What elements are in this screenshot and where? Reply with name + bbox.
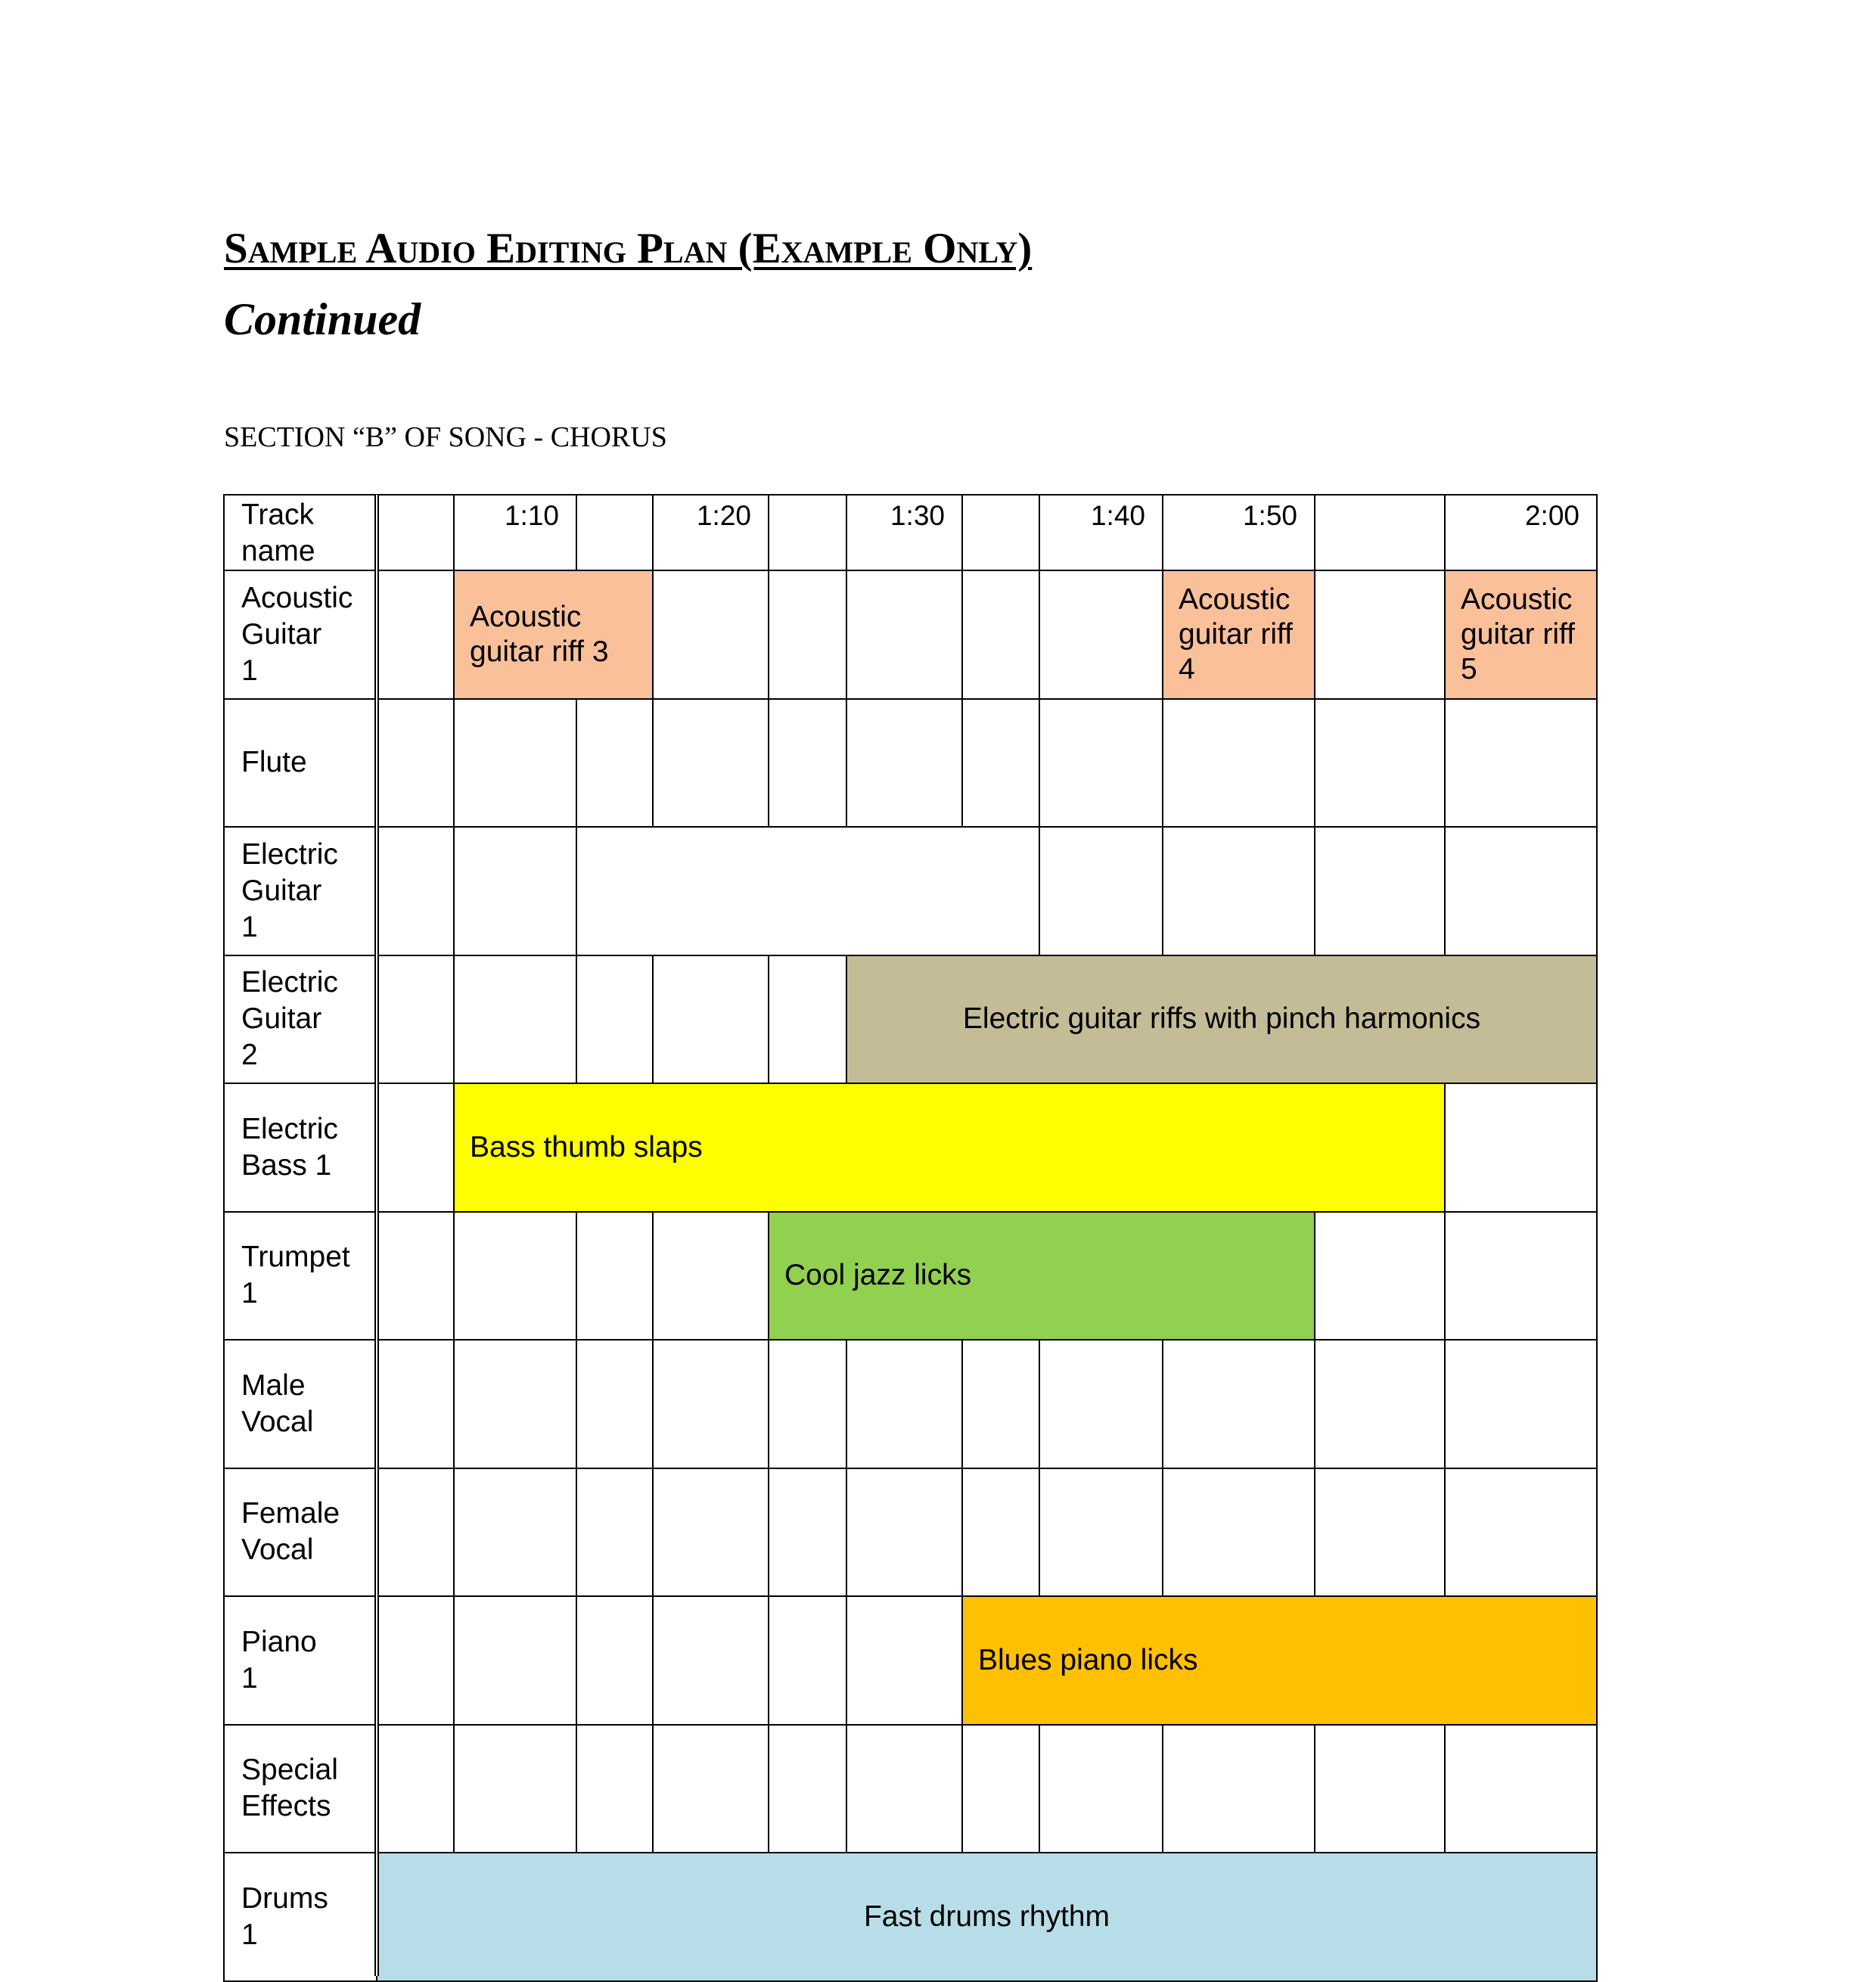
timeline-cell[interactable]: [576, 1468, 654, 1598]
header-time-cell: [1444, 494, 1598, 571]
editing-plan-table: [224, 495, 1717, 1976]
timeline-cell[interactable]: [1314, 1211, 1446, 1341]
timeline-cell[interactable]: [1444, 1724, 1598, 1854]
audio-clip[interactable]: [1162, 570, 1315, 700]
header-time-cell: [1039, 494, 1163, 571]
track-name-cell: [223, 1339, 377, 1469]
track-name-text: Acoustic Guitar 1: [241, 581, 353, 687]
track-name-text: Piano 1: [241, 1625, 317, 1695]
timeline-cell[interactable]: [846, 698, 963, 828]
timeline-cell[interactable]: [376, 1595, 455, 1726]
timeline-cell[interactable]: [376, 1339, 455, 1469]
timeline-cell[interactable]: [576, 1211, 654, 1341]
time-marker-label: 1:20: [696, 500, 751, 531]
timeline-cell[interactable]: [846, 1724, 963, 1854]
track-name-text: Electric Guitar 1: [241, 837, 338, 943]
audio-clip-label: Acoustic guitar riff 3: [470, 600, 609, 668]
header-time-cell: [576, 494, 654, 571]
timeline-cell[interactable]: [652, 955, 769, 1085]
track-name-text: Electric Bass 1: [241, 1112, 338, 1182]
timeline-cell[interactable]: [652, 570, 769, 700]
timeline-cell[interactable]: [1162, 826, 1315, 956]
timeline-cell[interactable]: [576, 1595, 654, 1726]
timeline-cell-merged[interactable]: [576, 826, 1040, 956]
audio-clip-label: Electric guitar riffs with pinch harmonics: [962, 1002, 1481, 1036]
timeline-cell[interactable]: [376, 570, 455, 700]
track-name-label: [241, 744, 371, 781]
track-name-cell: [223, 1852, 377, 1982]
timeline-cell[interactable]: [768, 1339, 847, 1469]
timeline-cell[interactable]: [1314, 1468, 1446, 1598]
timeline-cell[interactable]: [961, 698, 1040, 828]
timeline-cell[interactable]: [376, 1083, 455, 1213]
timeline-cell[interactable]: [846, 1468, 963, 1598]
audio-clip[interactable]: [376, 1852, 1598, 1982]
audio-clip[interactable]: [453, 570, 654, 700]
timeline-cell[interactable]: [1162, 1468, 1315, 1598]
track-name-text: Drums 1: [241, 1881, 328, 1951]
track-name-cell: [223, 955, 377, 1085]
timeline-cell[interactable]: [652, 1468, 769, 1598]
audio-clip[interactable]: [961, 1595, 1598, 1726]
audio-clip[interactable]: [453, 1083, 1446, 1213]
timeline-cell[interactable]: [1444, 1211, 1598, 1341]
header-time-cell: [846, 494, 963, 571]
track-name-label: [241, 837, 371, 946]
timeline-cell[interactable]: [376, 955, 455, 1085]
timeline-cell[interactable]: [1039, 698, 1163, 828]
timeline-cell[interactable]: [652, 1211, 769, 1341]
timeline-cell[interactable]: [376, 698, 455, 828]
timeline-cell[interactable]: [576, 1724, 654, 1854]
timeline-cell[interactable]: [768, 955, 847, 1085]
page-subtitle: Continued: [224, 294, 421, 344]
timeline-cell[interactable]: [453, 826, 577, 956]
header-track-name-label: [241, 497, 332, 570]
header-time-cell: [376, 494, 455, 571]
header-time-cell: [1162, 494, 1315, 571]
header-time-cell: [1314, 494, 1446, 571]
timeline-cell[interactable]: [768, 1724, 847, 1854]
track-name-label: [241, 1239, 371, 1312]
section-heading: SECTION “B” OF SONG - CHORUS: [224, 421, 667, 453]
timeline-cell[interactable]: [768, 570, 847, 700]
track-name-text: Flute: [241, 746, 307, 779]
timeline-cell[interactable]: [1444, 698, 1598, 828]
timeline-cell[interactable]: [1162, 698, 1315, 828]
timeline-cell[interactable]: [652, 1724, 769, 1854]
audio-clip[interactable]: [768, 1211, 1315, 1341]
timeline-cell[interactable]: [652, 1595, 769, 1726]
timeline-cell[interactable]: [1162, 1724, 1315, 1854]
track-name-cell: [223, 1211, 377, 1341]
timeline-cell[interactable]: [1314, 1339, 1446, 1469]
track-name-label: [241, 1496, 371, 1568]
audio-clip-label: Bass thumb slaps: [470, 1130, 703, 1163]
timeline-cell[interactable]: [453, 1595, 577, 1726]
timeline-cell[interactable]: [846, 570, 963, 700]
track-name-cell: [223, 1083, 377, 1213]
audio-clip-label: Blues piano licks: [978, 1643, 1198, 1676]
timeline-cell[interactable]: [376, 826, 455, 956]
timeline-cell[interactable]: [1444, 1339, 1598, 1469]
time-marker-label: 2:00: [1524, 500, 1579, 531]
timeline-cell[interactable]: [1039, 826, 1163, 956]
track-name-text: Male Vocal: [241, 1368, 314, 1438]
timeline-cell[interactable]: [846, 1595, 963, 1726]
audio-clip-label: Acoustic guitar riff 4: [1179, 582, 1294, 685]
timeline-cell[interactable]: [1039, 1468, 1163, 1598]
track-name-cell: [223, 826, 377, 956]
timeline-cell[interactable]: [652, 1339, 769, 1469]
page-title: Sample Audio Editing Plan (Example Only): [224, 225, 1033, 272]
audio-clip-label: Cool jazz licks: [784, 1259, 972, 1292]
timeline-cell[interactable]: [961, 1468, 1040, 1598]
timeline-cell[interactable]: [576, 1339, 654, 1469]
header-track-name-cell: [223, 494, 377, 571]
header-track-name-text: Track name: [241, 499, 315, 567]
timeline-cell[interactable]: [1444, 826, 1598, 956]
time-marker-label: 1:30: [890, 500, 945, 531]
track-name-label: [241, 580, 371, 689]
track-name-label: [241, 1752, 371, 1825]
timeline-cell[interactable]: [961, 1724, 1040, 1854]
timeline-cell[interactable]: [652, 698, 769, 828]
timeline-cell[interactable]: [1314, 826, 1446, 956]
timeline-cell[interactable]: [768, 1595, 847, 1726]
track-name-cell: [223, 570, 377, 700]
time-marker-label: 1:10: [504, 500, 559, 531]
track-name-label: [241, 1624, 371, 1697]
track-name-cell: [223, 1724, 377, 1854]
timeline-cell[interactable]: [576, 955, 654, 1085]
header-time-cell: [961, 494, 1040, 571]
header-time-cell: [453, 494, 577, 571]
track-name-text: Electric Guitar 2: [241, 966, 338, 1072]
timeline-cell[interactable]: [1444, 1468, 1598, 1598]
timeline-cell[interactable]: [376, 1468, 455, 1598]
track-name-label: [241, 965, 371, 1073]
timeline-cell[interactable]: [768, 698, 847, 828]
track-name-text: Special Effects: [241, 1754, 338, 1823]
timeline-cell[interactable]: [453, 1724, 577, 1854]
timeline-cell[interactable]: [1039, 1724, 1163, 1854]
timeline-cell[interactable]: [376, 1211, 455, 1341]
timeline-cell[interactable]: [1039, 1339, 1163, 1469]
track-name-label: [241, 1111, 371, 1184]
audio-clip[interactable]: [1444, 570, 1598, 700]
audio-clip-label: Acoustic guitar riff 5: [1461, 582, 1576, 685]
header-time-cell: [768, 494, 847, 571]
timeline-cell[interactable]: [1039, 570, 1163, 700]
track-name-text: Female Vocal: [241, 1497, 340, 1567]
timeline-cell[interactable]: [453, 698, 577, 828]
timeline-cell[interactable]: [376, 1724, 455, 1854]
track-name-label: [241, 1881, 371, 1953]
timeline-cell[interactable]: [1444, 1083, 1598, 1213]
timeline-cell[interactable]: [576, 698, 654, 828]
timeline-cell[interactable]: [961, 570, 1040, 700]
timeline-cell[interactable]: [453, 1339, 577, 1469]
track-name-cell: [223, 1595, 377, 1726]
timeline-cell[interactable]: [1314, 698, 1446, 828]
track-name-label: [241, 1368, 371, 1440]
timeline-cell[interactable]: [453, 1211, 577, 1341]
track-name-cell: [223, 698, 377, 828]
header-time-cell: [652, 494, 769, 571]
timeline-cell[interactable]: [768, 1468, 847, 1598]
timeline-cell[interactable]: [453, 1468, 577, 1598]
track-name-cell: [223, 1468, 377, 1598]
track-name-text: Trumpet 1: [241, 1241, 350, 1310]
timeline-cell[interactable]: [1162, 1339, 1315, 1469]
timeline-cell[interactable]: [961, 1339, 1040, 1469]
time-marker-label: 1:40: [1090, 500, 1145, 531]
timeline-cell[interactable]: [846, 1339, 963, 1469]
timeline-cell[interactable]: [453, 955, 577, 1085]
timeline-cell[interactable]: [1314, 1724, 1446, 1854]
timeline-cell[interactable]: [1314, 570, 1446, 700]
audio-clip[interactable]: [846, 955, 1598, 1085]
time-marker-label: 1:50: [1242, 500, 1297, 531]
audio-clip-label: Fast drums rhythm: [863, 1900, 1110, 1933]
